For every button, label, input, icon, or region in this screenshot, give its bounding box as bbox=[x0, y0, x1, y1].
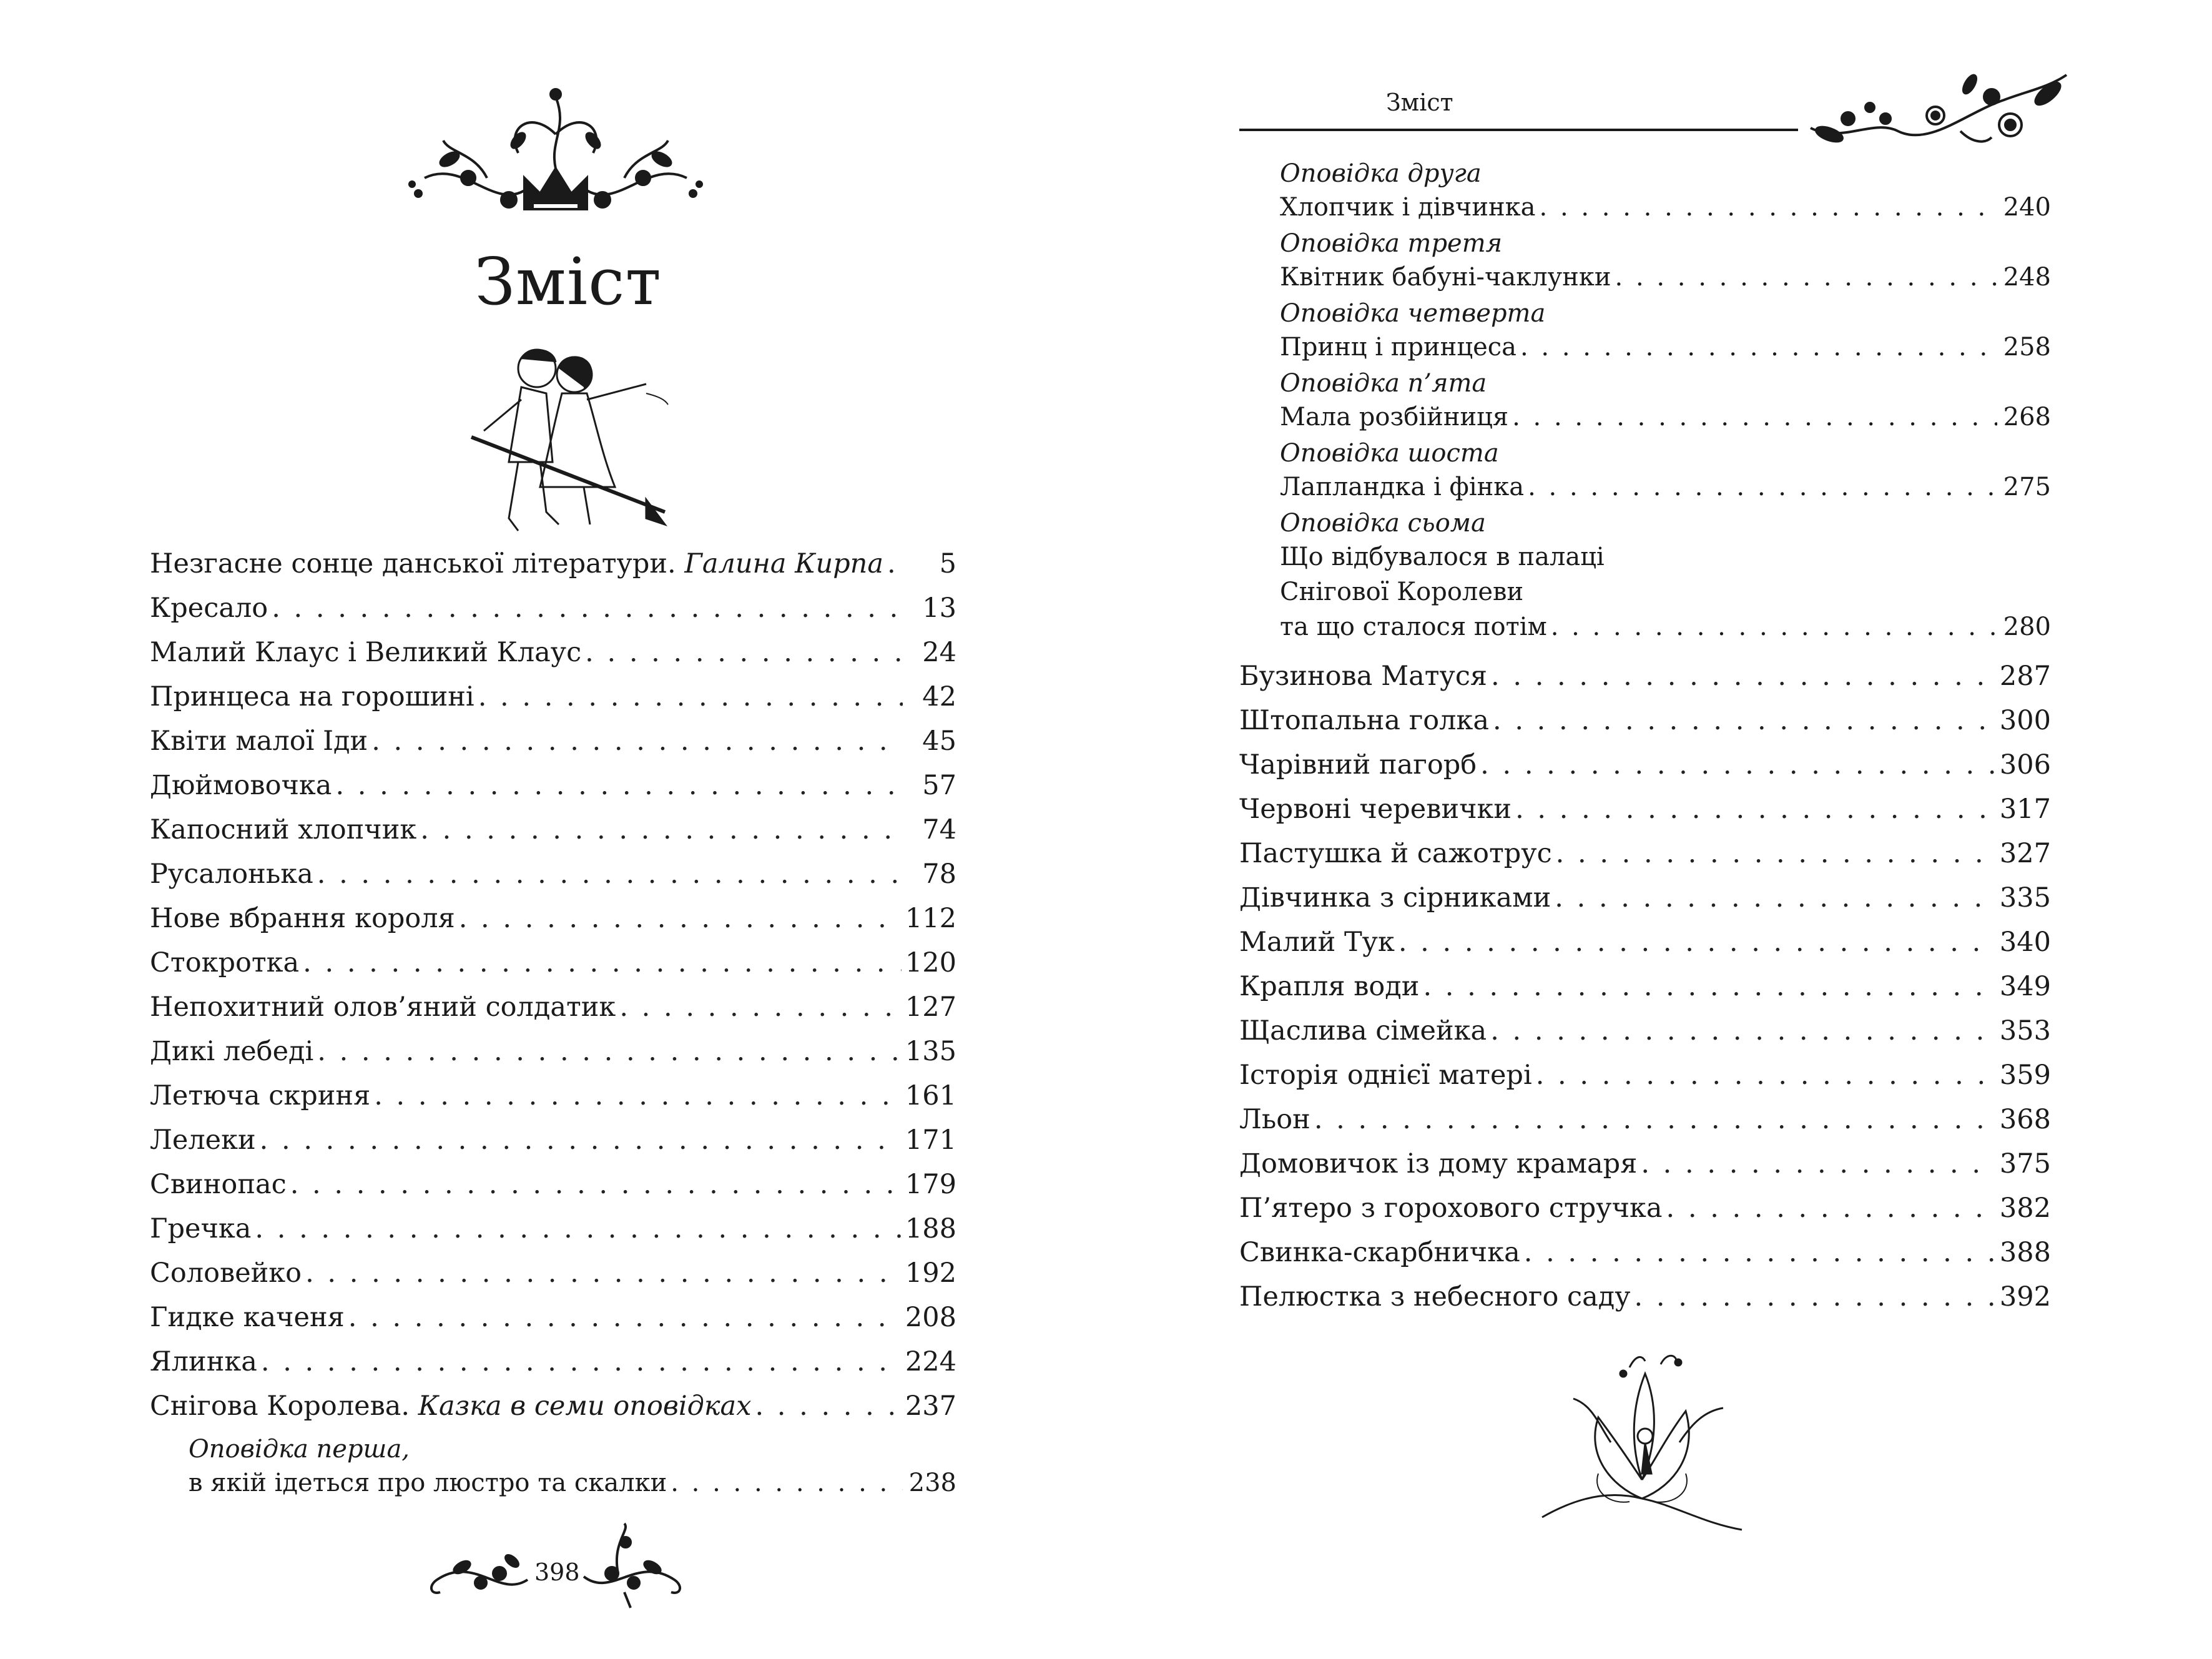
story-label: Оповідка четверта bbox=[1280, 299, 1546, 328]
story-entry[interactable]: Хлопчик і дівчинка . . . 240 bbox=[1280, 193, 2051, 229]
toc-entry[interactable]: Принцеса на горошині . . . 42 bbox=[150, 681, 956, 726]
toc-entry[interactable]: Русалонька . . . 78 bbox=[150, 859, 956, 903]
story-seven bbox=[1280, 509, 2051, 649]
page-number: 398 bbox=[534, 1558, 580, 1586]
toc-entry[interactable]: Пастушка й сажотрус . . . 327 bbox=[1239, 838, 2051, 882]
story-entry[interactable]: Лапландка і фінка . . . 275 bbox=[1280, 473, 2051, 509]
toc-entry-intro[interactable]: Незгасне сонце данської літератури. Галина Кирпа . . . 5 bbox=[150, 548, 956, 593]
story bbox=[1280, 369, 2051, 439]
toc-entry[interactable]: Капосний хлопчик . . . 74 bbox=[150, 814, 956, 859]
toc-entry[interactable]: Дюймовочка . . . 57 bbox=[150, 770, 956, 814]
toc-entry[interactable]: Дівчинка з сірниками . . . 335 bbox=[1239, 882, 2051, 927]
fairy-in-flower-illustration-icon bbox=[1536, 1349, 1748, 1536]
toc-entry[interactable]: Свинка-скарбничка . . . 388 bbox=[1239, 1237, 2051, 1281]
toc-entry[interactable]: Щаслива сімейка . . . 353 bbox=[1239, 1015, 2051, 1060]
toc-entry[interactable]: Історія однієї матері . . . 359 bbox=[1239, 1060, 2051, 1104]
page-title: Зміст bbox=[474, 244, 662, 320]
toc-entry[interactable]: Летюча скриня . . . 161 bbox=[150, 1080, 956, 1125]
toc-entry[interactable]: Малий Клаус і Великий Клаус . . . 24 bbox=[150, 637, 956, 681]
story-label: Оповідка п’ята bbox=[1280, 369, 1487, 398]
story-entry[interactable]: Принц і принцеса . . . 258 bbox=[1280, 333, 2051, 369]
story bbox=[1280, 299, 2051, 369]
running-head: Зміст bbox=[1386, 89, 1453, 116]
toc-entry[interactable]: Нове вбрання короля . . . 112 bbox=[150, 903, 956, 947]
toc-entry[interactable]: Соловейко . . . 192 bbox=[150, 1258, 956, 1302]
toc-entry[interactable]: Домовичок із дому крамаря . . . 375 bbox=[1239, 1148, 2051, 1193]
story bbox=[1280, 159, 2051, 229]
toc-entry[interactable]: Непохитний олов’яний солдатик . . . 127 bbox=[150, 992, 956, 1036]
story-label: Оповідка шоста bbox=[1280, 439, 1499, 468]
story-entry[interactable]: Мала розбійниця . . . 268 bbox=[1280, 403, 2051, 439]
toc-entry[interactable]: Крапля води . . . 349 bbox=[1239, 971, 2051, 1015]
toc-entry[interactable]: Чарівний пагорб . . . 306 bbox=[1239, 749, 2051, 794]
story-entry[interactable]: та що сталося потім . . . 280 bbox=[1280, 613, 2051, 649]
toc-entry[interactable]: Червоні черевички . . . 317 bbox=[1239, 794, 2051, 838]
rose-vine-header-icon bbox=[1804, 62, 2079, 156]
toc-entry[interactable]: Стокротка . . . 120 bbox=[150, 947, 956, 992]
toc-entry[interactable]: Лелеки . . . 171 bbox=[150, 1125, 956, 1169]
toc-entry[interactable]: Дикі лебеді . . . 135 bbox=[150, 1036, 956, 1080]
story bbox=[1280, 439, 2051, 509]
story bbox=[1280, 229, 2051, 299]
toc-entry[interactable]: Свинопас . . . 179 bbox=[150, 1169, 956, 1213]
head-rule bbox=[1239, 129, 1798, 131]
toc-entry[interactable]: Бузинова Матуся . . . 287 bbox=[1239, 661, 2051, 705]
story-entry[interactable]: Квітник бабуні-чаклунки . . . 248 bbox=[1280, 263, 2051, 299]
toc-entry[interactable]: Штопальна голка . . . 300 bbox=[1239, 705, 2051, 749]
toc-entry[interactable]: Малий Тук . . . 340 bbox=[1239, 927, 2051, 971]
story-label: Оповідка третя bbox=[1280, 229, 1503, 258]
toc-right bbox=[1280, 159, 2051, 649]
toc-entry[interactable]: Кресало . . . 13 bbox=[150, 593, 956, 637]
story-label: Оповідка перша, bbox=[189, 1435, 410, 1464]
story-line: Снігової Королеви bbox=[1280, 578, 1524, 606]
story-label: Оповідка сьома bbox=[1280, 509, 1486, 538]
toc-entry-snow-queen[interactable]: Снігова Королева. Казка в семи оповідках . . . 237 bbox=[150, 1391, 956, 1435]
toc-right-main bbox=[1239, 661, 2051, 1326]
toc-entry[interactable]: П’ятеро з горохового стручка . . . 382 bbox=[1239, 1193, 2051, 1237]
toc-entry[interactable]: Ялинка . . . 224 bbox=[150, 1346, 956, 1391]
toc-entry[interactable]: Льон . . . 368 bbox=[1239, 1104, 2051, 1148]
toc-entry[interactable]: Гидке каченя . . . 208 bbox=[150, 1302, 956, 1346]
toc-entry[interactable]: Пелюстка з небесного саду . . . 392 bbox=[1239, 1281, 2051, 1326]
story-line: Що відбувалося в палаці bbox=[1280, 543, 1605, 571]
toc-entry[interactable]: Квіти малої Іди . . . 45 bbox=[150, 726, 956, 770]
story-entry[interactable]: в якій ідеться про люстро та скалки . . . 238 bbox=[189, 1469, 956, 1505]
toc-entry[interactable]: Гречка . . . 188 bbox=[150, 1213, 956, 1258]
story-label: Оповідка друга bbox=[1280, 159, 1482, 188]
